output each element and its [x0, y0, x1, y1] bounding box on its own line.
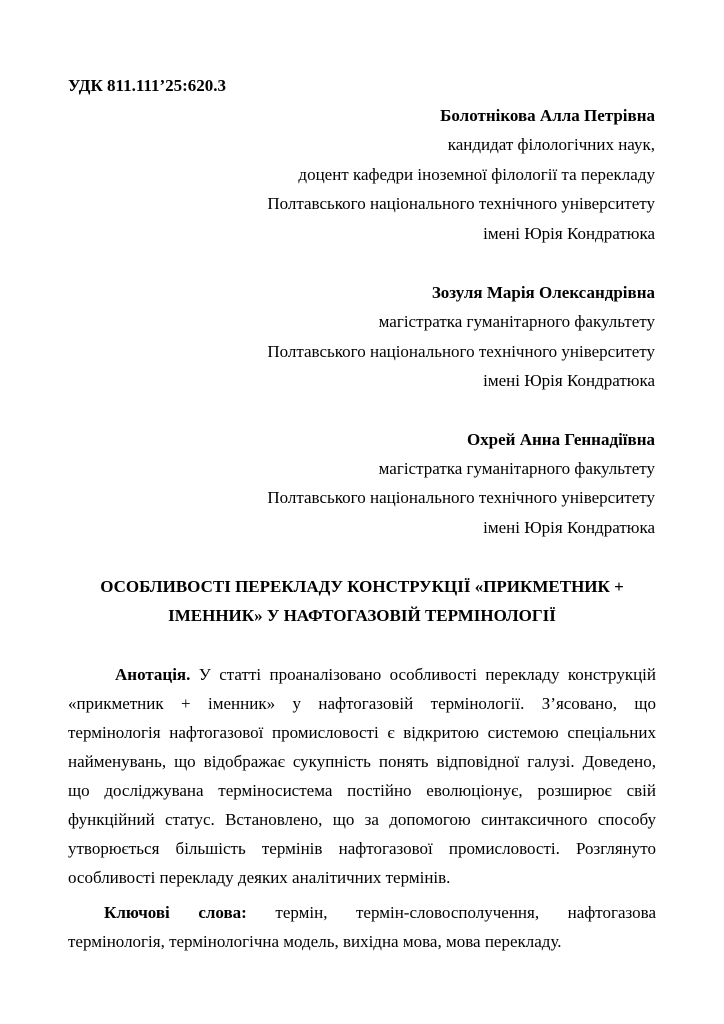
- abstract-line: що досліджувана терміносистема постійно еволюціонує, розширює свій: [68, 781, 656, 800]
- abstract-paragraph: [68, 660, 656, 892]
- author-name: Болотнікова Алла Петрівна: [440, 106, 655, 125]
- keywords-line: термінологія, термінологічна модель, вихідна мова, мова перекладу.: [68, 932, 562, 951]
- abstract-line: Анотація. У статті проаналізовано особливості перекладу конструкцій: [115, 665, 656, 684]
- author-affiliation-line: кандидат філологічних наук,: [447, 135, 655, 154]
- keywords-line: Ключові слова: термін, термін-словосполучення, нафтогазова: [104, 903, 656, 922]
- author-affiliation-line: імені Юрія Кондратюка: [483, 224, 655, 243]
- udk-code: УДК 811.111’25:620.3: [68, 76, 227, 95]
- keywords-label: Ключові слова:: [104, 903, 247, 922]
- author-affiliation-line: Полтавського національного технічного університету: [267, 488, 655, 507]
- abstract-line: утворюється більшість термінів нафтогазової промисловості. Розглянуто: [68, 839, 656, 858]
- keywords-paragraph: [68, 898, 656, 956]
- article-title-line: ОСОБЛИВОСТІ ПЕРЕКЛАДУ КОНСТРУКЦІЇ «ПРИКМЕТНИК +: [100, 577, 624, 596]
- author-name: Зозуля Марія Олександрівна: [431, 283, 655, 302]
- author-affiliation-line: Полтавського національного технічного університету: [267, 194, 655, 213]
- article-title-line: ІМЕННИК» У НАФТОГАЗОВІЙ ТЕРМІНОЛОГІЇ: [168, 606, 556, 625]
- author-affiliation-line: імені Юрія Кондратюка: [483, 371, 655, 390]
- abstract-line: термінологія нафтогазової промисловості є відкритою системою спеціальних: [68, 723, 656, 742]
- author-affiliation-line: доцент кафедри іноземної філології та перекладу: [298, 165, 655, 184]
- abstract-line: особливості перекладу деяких аналітичних термінів.: [68, 868, 451, 887]
- abstract-line: найменувань, що відображає сукупність понять відповідної галузі. Доведено,: [68, 752, 656, 771]
- abstract-line: «прикметник + іменник» у нафтогазовій термінології. З’ясовано, що: [68, 694, 656, 713]
- author-affiliation-line: магістратка гуманітарного факультету: [378, 312, 655, 331]
- author-affiliation-line: Полтавського національного технічного університету: [267, 342, 655, 361]
- author-affiliation-line: магістратка гуманітарного факультету: [378, 459, 655, 478]
- author-name: Охрей Анна Геннадіївна: [466, 430, 655, 449]
- author-affiliation-line: імені Юрія Кондратюка: [483, 518, 655, 537]
- abstract-line: функційний статус. Встановлено, що за допомогою синтаксичного способу: [68, 810, 656, 829]
- abstract-label: Анотація.: [115, 665, 191, 684]
